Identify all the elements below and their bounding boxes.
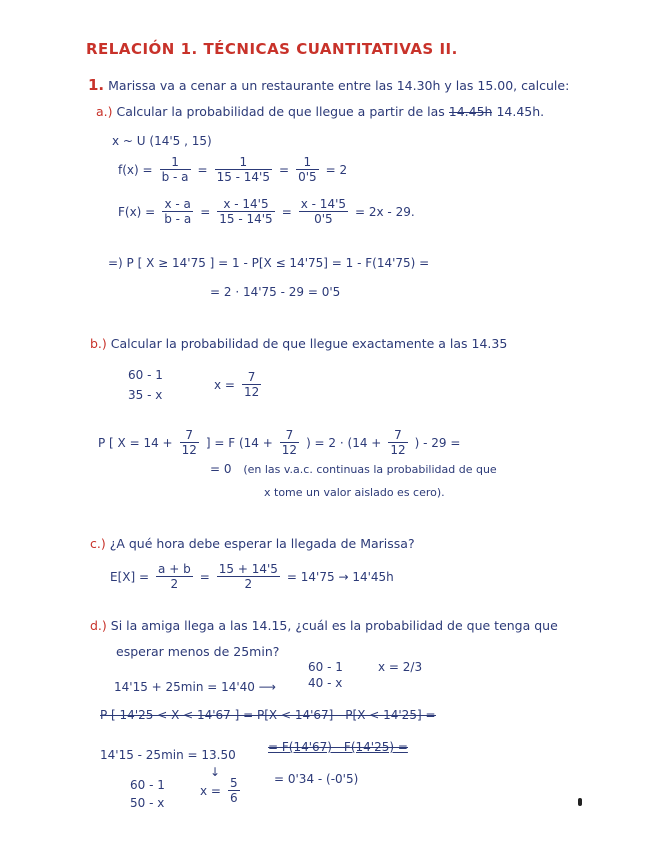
density-lhs: f(x) = [118,162,153,177]
part-d-x-2: x = $\frac{5}{6}$ [200,776,238,805]
part-d-question [90,618,558,633]
part-a-probability: =) P [ X ≥ 14'75 ] = 1 - P[X ≤ 14'75] = 1 - F(14'75) = [108,256,430,270]
part-d-question-2: esperar menos de 25min? [116,644,280,659]
part-d-rule-4: 50 - x [130,796,165,810]
part-a-question-post: 14.45h. [496,104,545,119]
density-frac-1: $\frac{1}{b - a}$ [161,155,189,184]
part-d-rule-1: 60 - 1 [308,660,343,674]
part-b-rule-2: 35 - x [128,388,163,402]
density-result: = 2 [325,162,348,177]
part-d-struck-2: = F(14'67) - F(14'25) = [268,740,408,754]
part-a-question [96,104,544,119]
part-d-calc-1: 14'15 + 25min = 14'40 ⟶ [114,680,276,694]
part-d-rule-3: 60 - 1 [130,778,165,792]
part-d-arrow: ↓ [210,765,221,779]
problem-number: 1. [88,76,105,94]
expectation-equation: E[X] = $\frac{a + b}{2}$ = $\frac{15 + 14'5}{2}$ = 14'75 → 14'45h [110,562,394,591]
notebook-page [68,0,588,848]
cdf-frac-1: $\frac{x - a}{b - a}$ [164,197,192,226]
part-b-question [90,336,507,351]
part-b-note: x tome un valor aislado es cero). [264,486,445,499]
density-equation: f(x) = $\frac{1}{b - a}$ = $\frac{1}{15 - 14'5}$ = $\frac{1}{0'5}$ = 2 [118,155,348,184]
part-b-x: x = $\frac{7}{12}$ [214,370,260,399]
part-d-struck-probability: P [ 14'25 < X < 14'67 ] = P[X < 14'67] - P[X < 14'25] = [100,708,436,722]
part-a-result: = 2 · 14'75 - 29 = 0'5 [210,285,341,299]
cdf-lhs: F(x) = [118,204,156,219]
part-b-result: = 0 (en las v.a.c. continuas la probabilidad de que [210,462,497,476]
part-c-question [90,536,415,551]
page-title: RELACIÓN 1. TÉCNICAS CUANTITATIVAS II. [86,40,458,58]
ink-mark [578,798,582,806]
part-a-label: a.) [96,104,113,119]
part-b-question-text: Calcular la probabilidad de que llegue exactamente a las 14.35 [110,336,508,351]
part-d-calc-2: 14'15 - 25min = 13.50 [100,748,236,762]
part-d-label: d.) [90,618,107,633]
density-frac-3: $\frac{1}{0'5}$ [298,155,317,184]
part-d-x: x = 2/3 [378,660,423,674]
problem-statement [88,76,569,94]
part-b-probability: P [ X = 14 + $\frac{7}{12}$ ] = F (14 + $\frac{7}{12}$ ) = 2 · (14 + $\frac{7}{12}$ ) - 29 = [98,428,461,457]
cdf-frac-2: $\frac{x - 14'5}{15 - 14'5}$ [219,197,273,226]
cdf-equation: F(x) = $\frac{x - a}{b - a}$ = $\frac{x - 14'5}{15 - 14'5}$ = $\frac{x - 14'5}{0'5}$ = 2x - 29. [118,197,415,226]
distribution: x ~ U (14'5 , 15) [112,134,212,148]
part-c-question-text: ¿A qué hora debe esperar la llegada de Marissa? [109,536,415,551]
part-b-rule-1: 60 - 1 [128,368,163,382]
problem-text: Marissa va a cenar a un restaurante entre las 14.30h y las 15.00, calcule: [108,78,570,93]
cdf-frac-3: $\frac{x - 14'5}{0'5}$ [300,197,347,226]
part-a-question-struck: 14.45h [448,104,493,119]
density-frac-2: $\frac{1}{15 - 14'5}$ [216,155,270,184]
part-d-rule-2: 40 - x [308,676,343,690]
part-d-question-text: Si la amiga llega a las 14.15, ¿cuál es la probabilidad de que tenga que [110,618,558,633]
part-b-label: b.) [90,336,107,351]
part-c-label: c.) [90,536,106,551]
part-d-result: = 0'34 - (-0'5) [274,772,359,786]
part-a-question-pre: Calcular la probabilidad de que llegue a partir de las [116,104,445,119]
cdf-result: = 2x - 29. [355,204,415,219]
